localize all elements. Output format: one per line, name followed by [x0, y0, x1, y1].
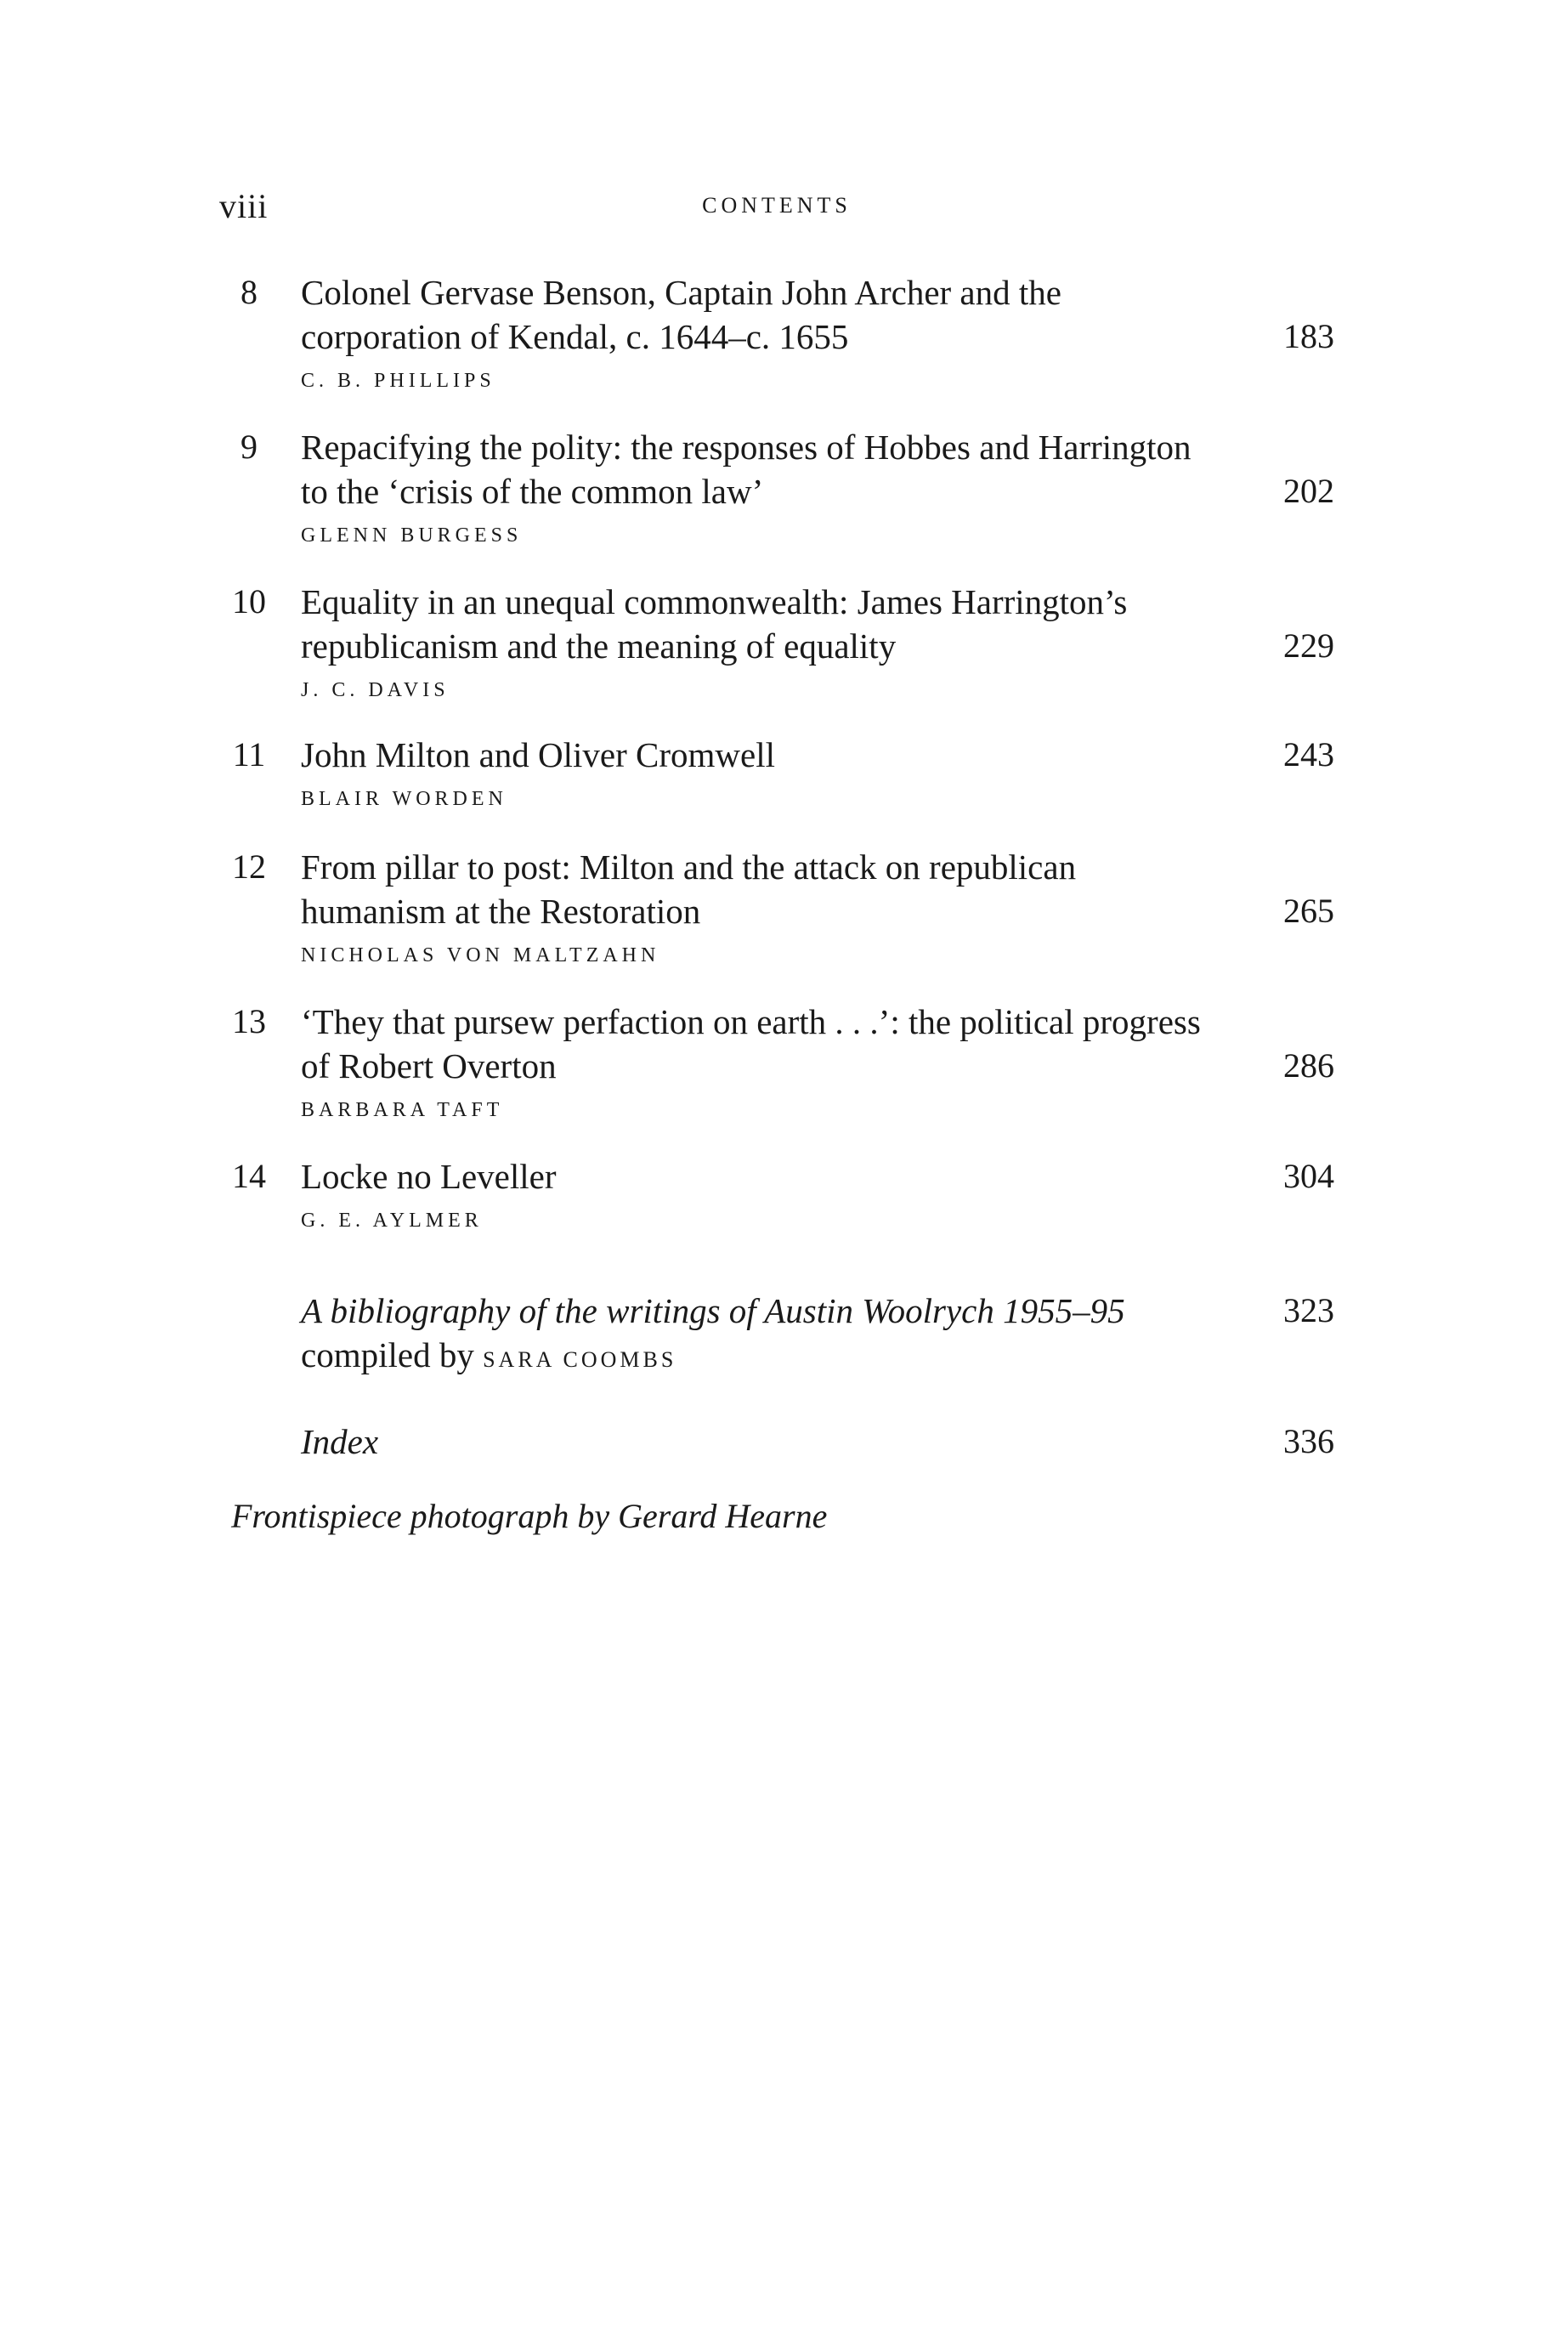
chapter-title-line: humanism at the Restoration: [301, 892, 701, 931]
page-number: 265: [1283, 892, 1334, 930]
chapter-title-line: Colonel Gervase Benson, Captain John Archer and the: [301, 273, 1061, 312]
chapter-number: 13: [232, 1002, 266, 1040]
chapter-title-line: to the ‘crisis of the common law’: [301, 472, 764, 511]
page-number: 336: [1283, 1422, 1334, 1460]
chapter-author: GLENN BURGESS: [301, 524, 523, 547]
entry-body: [301, 425, 1219, 549]
chapter-author: NICHOLAS VON MALTZAHN: [301, 944, 660, 966]
entry-body: [301, 733, 1219, 813]
chapter-number: 11: [232, 735, 266, 774]
running-head: [219, 185, 1334, 228]
chapter-title-line: Equality in an unequal commonwealth: James Harrington’s: [301, 582, 1128, 621]
bibliography-title: A bibliography of the writings of Austin Woolrych 1955–95: [301, 1291, 1125, 1330]
chapter-number: 9: [241, 428, 258, 466]
page-number: 229: [1283, 626, 1334, 665]
chapter-number: 8: [241, 273, 258, 311]
chapter-title-line: of Robert Overton: [301, 1046, 557, 1085]
page-number: 183: [1283, 317, 1334, 355]
chapter-title-line: ‘They that pursew perfaction on earth . . .’: the political progress: [301, 1002, 1201, 1041]
page-number: 243: [1283, 735, 1334, 774]
entry-body: [301, 1289, 1219, 1382]
frontispiece-credit: Frontispiece photograph by Gerard Hearne: [231, 1497, 828, 1535]
chapter-number: 14: [232, 1157, 266, 1195]
running-head-title: CONTENTS: [702, 193, 852, 218]
page-number: 304: [1283, 1157, 1334, 1195]
page-number: 323: [1283, 1291, 1334, 1329]
entry-body: [301, 1154, 1219, 1234]
chapter-author: BARBARA TAFT: [301, 1099, 504, 1121]
chapter-author: BLAIR WORDEN: [301, 788, 507, 810]
chapter-title-line: corporation of Kendal, c. 1644–c. 1655: [301, 317, 849, 356]
entry-body: [301, 1420, 1219, 1464]
chapter-title-line: From pillar to post: Milton and the attack on republican: [301, 847, 1077, 887]
chapter-title-line: Repacifying the polity: the responses of Hobbes and Harrington: [301, 428, 1192, 467]
chapter-author: J. C. DAVIS: [301, 679, 450, 701]
chapter-author: C. B. PHILLIPS: [301, 370, 495, 392]
entry-body: [301, 1000, 1219, 1124]
chapter-title-line: John Milton and Oliver Cromwell: [301, 735, 776, 774]
index-title: Index: [301, 1422, 379, 1461]
page-number: 286: [1283, 1046, 1334, 1085]
entry-body: [301, 845, 1219, 969]
page-number: 202: [1283, 472, 1334, 510]
entry-body: [301, 580, 1219, 704]
chapter-title-line: republicanism and the meaning of equality: [301, 626, 897, 666]
chapter-title-line: Locke no Leveller: [301, 1157, 557, 1196]
chapter-number: 12: [232, 847, 266, 886]
entry-body: [301, 270, 1219, 394]
compiler-name: SARA COOMBS: [483, 1347, 677, 1372]
page-folio: viii: [219, 187, 269, 225]
compiled-prefix: compiled by: [301, 1335, 474, 1374]
chapter-number: 10: [232, 582, 266, 620]
chapter-author: G. E. AYLMER: [301, 1210, 483, 1232]
bibliography-compiled-line: [301, 1333, 1219, 1382]
